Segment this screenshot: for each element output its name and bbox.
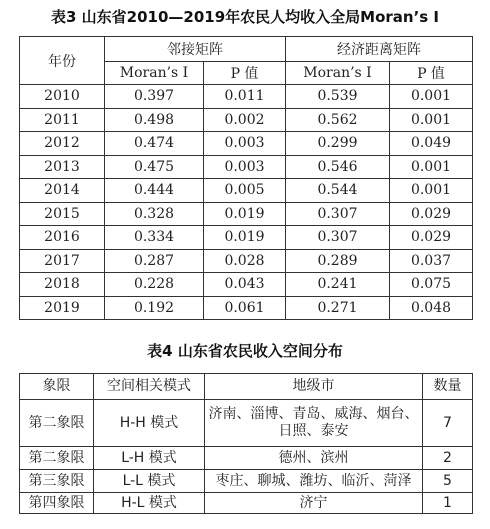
value-cell: 0.019 <box>204 226 286 250</box>
value-cell: 0.003 <box>204 132 286 156</box>
year-cell: 2010 <box>20 85 105 109</box>
value-cell: 0.011 <box>204 85 286 109</box>
table-row <box>20 400 473 447</box>
value-cell: 0.444 <box>105 179 204 203</box>
value-cell: 0.474 <box>105 132 204 156</box>
value-cell: 0.546 <box>286 155 390 179</box>
table-row <box>20 273 473 297</box>
value-cell: 0.475 <box>105 155 204 179</box>
table-row <box>20 493 473 514</box>
morans-i-header: Moran’s I <box>286 62 390 85</box>
year-header: 年份 <box>20 37 105 85</box>
pattern-cell: H-H 模式 <box>94 400 205 447</box>
value-cell: 0.075 <box>390 273 473 297</box>
table-row <box>20 470 473 493</box>
value-cell: 0.289 <box>286 249 390 273</box>
value-cell: 0.049 <box>390 132 473 156</box>
year-cell: 2018 <box>20 273 105 297</box>
count-cell: 7 <box>423 400 473 447</box>
count-cell: 2 <box>423 447 473 470</box>
table4-title: 表4 山东省农民收入空间分布 <box>147 342 343 360</box>
quadrant-header: 象限 <box>20 374 94 400</box>
value-cell: 0.001 <box>390 85 473 109</box>
value-cell: 0.002 <box>204 108 286 132</box>
value-cell: 0.397 <box>105 85 204 109</box>
value-cell: 0.271 <box>286 296 390 320</box>
year-cell: 2011 <box>20 108 105 132</box>
value-cell: 0.037 <box>390 249 473 273</box>
quadrant-cell: 第四象限 <box>20 493 94 514</box>
value-cell: 0.228 <box>105 273 204 297</box>
year-cell: 2017 <box>20 249 105 273</box>
morans-i-header: Moran’s I <box>105 62 204 85</box>
table3-title: 表3 山东省2010—2019年农民人均收入全局Moran’s I <box>50 8 440 26</box>
quadrant-cell: 第二象限 <box>20 447 94 470</box>
count-cell: 5 <box>423 470 473 493</box>
value-cell: 0.028 <box>204 249 286 273</box>
p-value-header: P 值 <box>204 62 286 85</box>
value-cell: 0.001 <box>390 179 473 203</box>
value-cell: 0.287 <box>105 249 204 273</box>
value-cell: 0.498 <box>105 108 204 132</box>
year-cell: 2016 <box>20 226 105 250</box>
value-cell: 0.001 <box>390 155 473 179</box>
table-row <box>20 85 473 109</box>
table-row <box>20 108 473 132</box>
table-row <box>20 226 473 250</box>
city-cell: 枣庄、聊城、潍坊、临沂、菏泽 <box>205 470 423 493</box>
pattern-cell: L-H 模式 <box>94 447 205 470</box>
year-cell: 2012 <box>20 132 105 156</box>
year-cell: 2014 <box>20 179 105 203</box>
city-cell: 济宁 <box>205 493 423 514</box>
pattern-cell: H-L 模式 <box>94 493 205 514</box>
table-row <box>20 447 473 470</box>
value-cell: 0.334 <box>105 226 204 250</box>
value-cell: 0.029 <box>390 226 473 250</box>
value-cell: 0.043 <box>204 273 286 297</box>
quadrant-cell: 第三象限 <box>20 470 94 493</box>
city-cell: 德州、滨州 <box>205 447 423 470</box>
value-cell: 0.029 <box>390 202 473 226</box>
value-cell: 0.299 <box>286 132 390 156</box>
city-header: 地级市 <box>205 374 423 400</box>
adjacency-matrix-header: 邻接矩阵 <box>105 37 286 62</box>
value-cell: 0.005 <box>204 179 286 203</box>
city-cell: 济南、淄博、青岛、威海、烟台、日照、泰安 <box>205 400 423 447</box>
value-cell: 0.019 <box>204 202 286 226</box>
value-cell: 0.562 <box>286 108 390 132</box>
value-cell: 0.328 <box>105 202 204 226</box>
table-row <box>20 202 473 226</box>
value-cell: 0.539 <box>286 85 390 109</box>
year-cell: 2013 <box>20 155 105 179</box>
value-cell: 0.192 <box>105 296 204 320</box>
count-header: 数量 <box>423 374 473 400</box>
quadrant-cell: 第二象限 <box>20 400 94 447</box>
value-cell: 0.061 <box>204 296 286 320</box>
table-row <box>20 296 473 320</box>
table-row <box>20 132 473 156</box>
value-cell: 0.241 <box>286 273 390 297</box>
year-cell: 2015 <box>20 202 105 226</box>
economic-distance-matrix-header: 经济距离矩阵 <box>286 37 473 62</box>
year-cell: 2019 <box>20 296 105 320</box>
value-cell: 0.307 <box>286 226 390 250</box>
spatial-distribution-table <box>19 373 473 514</box>
table-row <box>20 249 473 273</box>
count-cell: 1 <box>423 493 473 514</box>
pattern-header: 空间相关模式 <box>94 374 205 400</box>
value-cell: 0.048 <box>390 296 473 320</box>
table-row <box>20 155 473 179</box>
pattern-cell: L-L 模式 <box>94 470 205 493</box>
value-cell: 0.307 <box>286 202 390 226</box>
value-cell: 0.001 <box>390 108 473 132</box>
value-cell: 0.003 <box>204 155 286 179</box>
value-cell: 0.544 <box>286 179 390 203</box>
moran-table <box>19 36 473 320</box>
p-value-header: P 值 <box>390 62 473 85</box>
table-row <box>20 179 473 203</box>
